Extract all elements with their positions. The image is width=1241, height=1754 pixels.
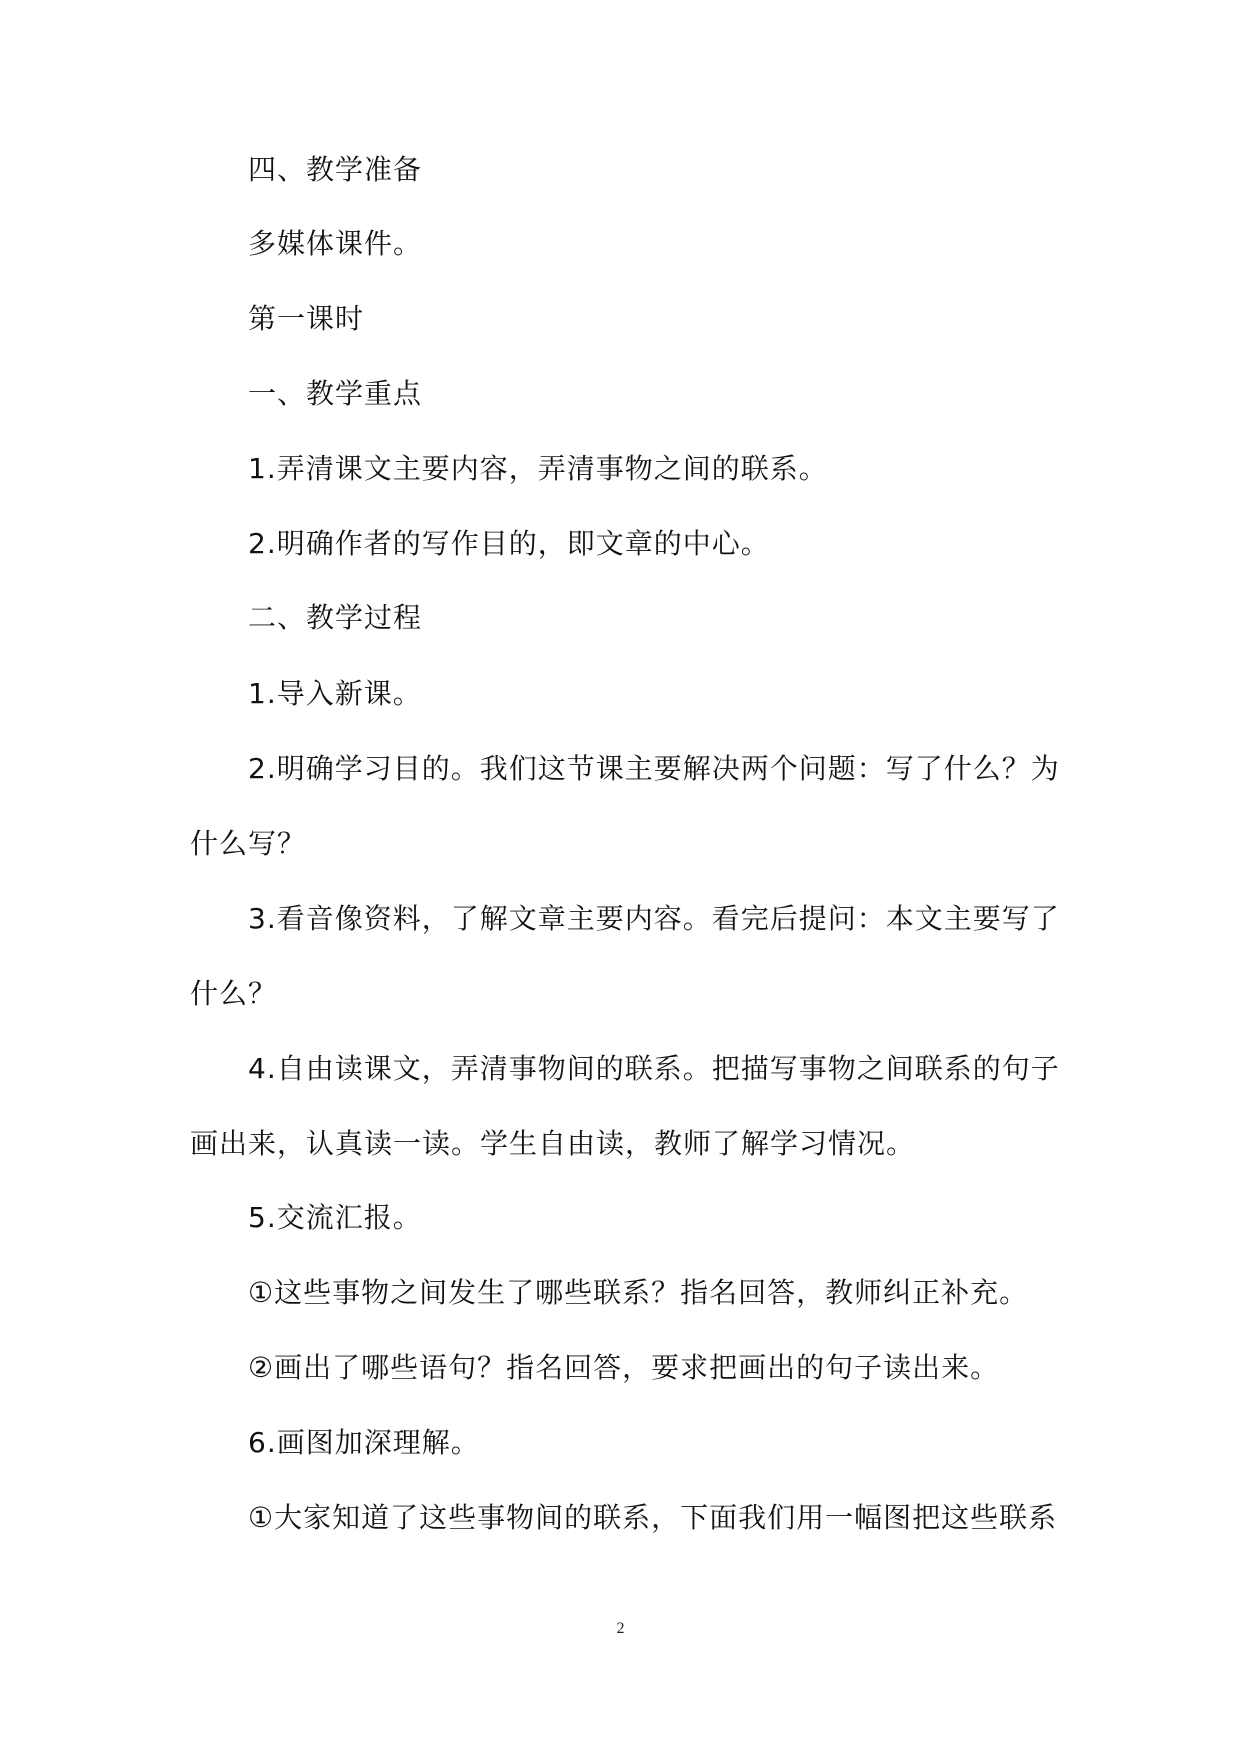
list-item-continuation: 什么？: [190, 977, 278, 1010]
list-item: 5.交流汇报。: [248, 1201, 422, 1234]
sub-item: ①大家知道了这些事物间的联系，下面我们用一幅图把这些联系: [248, 1501, 1058, 1534]
list-item-continuation: 什么写？: [190, 827, 307, 860]
list-item: 1.弄清课文主要内容，弄清事物之间的联系。: [248, 452, 828, 485]
list-item: 3.看音像资料，了解文章主要内容。看完后提问：本文主要写了: [248, 902, 1060, 935]
page-number: 2: [616, 1620, 625, 1637]
list-item: 6.画图加深理解。: [248, 1426, 480, 1459]
list-item: 1.导入新课。: [248, 677, 422, 710]
paragraph-text: 多媒体课件。: [248, 227, 423, 260]
section-heading-preparation: 四、教学准备: [248, 153, 423, 186]
lesson-title: 第一课时: [248, 302, 365, 335]
list-item: 4.自由读课文，弄清事物间的联系。把描写事物之间联系的句子: [248, 1052, 1060, 1085]
list-item: 2.明确学习目的。我们这节课主要解决两个问题：写了什么？为: [248, 752, 1060, 785]
section-heading-process: 二、教学过程: [248, 601, 423, 634]
sub-item: ②画出了哪些语句？指名回答，要求把画出的句子读出来。: [248, 1351, 1000, 1384]
sub-item: ①这些事物之间发生了哪些联系？指名回答，教师纠正补充。: [248, 1276, 1029, 1309]
list-item: 2.明确作者的写作目的，即文章的中心。: [248, 527, 770, 560]
list-item-continuation: 画出来，认真读一读。学生自由读，教师了解学习情况。: [190, 1127, 916, 1160]
section-heading-key-points: 一、教学重点: [248, 377, 423, 410]
